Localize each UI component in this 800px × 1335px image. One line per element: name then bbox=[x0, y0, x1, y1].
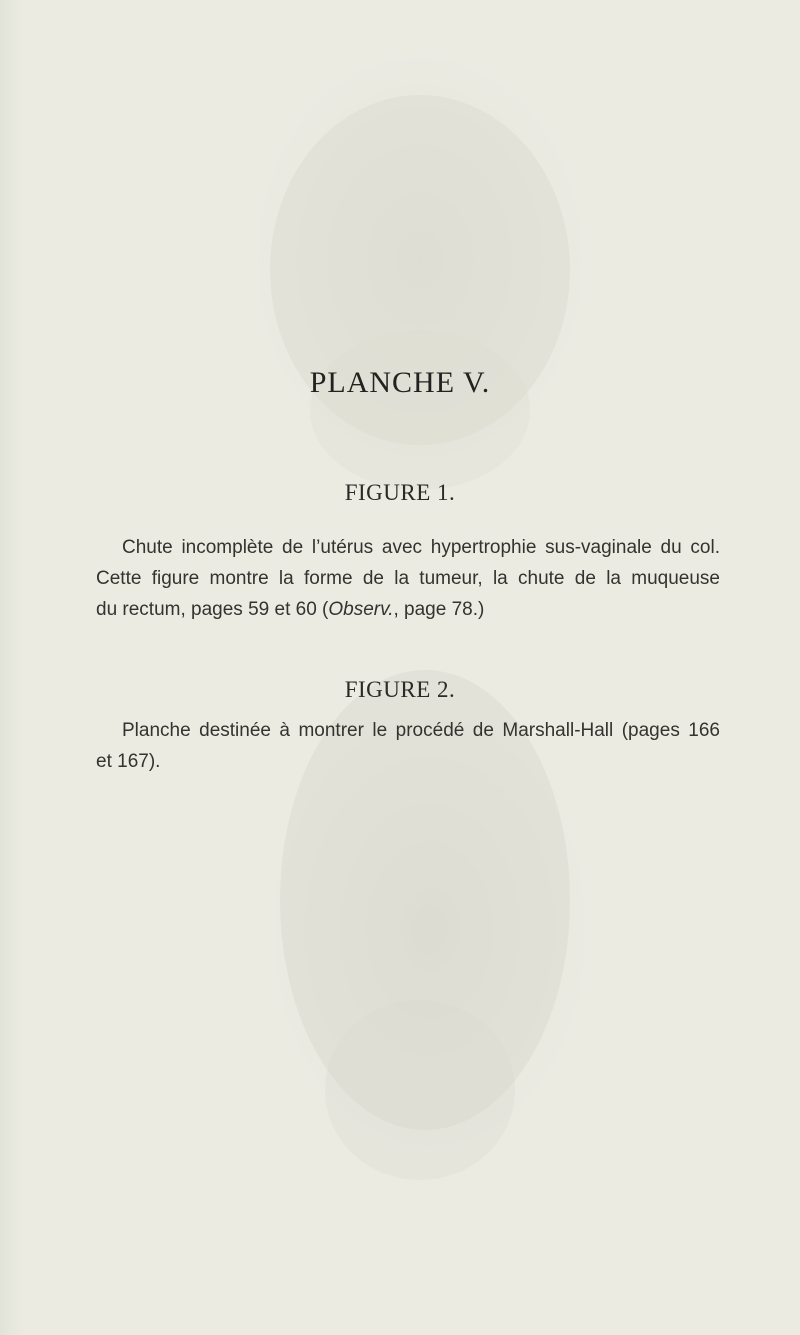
caption-line: Planche destinée à montrer le procédé de Marshall-Hall (pages 166 bbox=[122, 720, 720, 741]
caption-line: et 167). bbox=[96, 751, 161, 772]
caption-text: du rectum, pages 59 et 60 ( bbox=[96, 599, 329, 620]
figure-1-caption bbox=[96, 532, 720, 625]
caption-line: Chute incomplète de l’utérus avec hypertrophie sus-vaginale du col. bbox=[122, 537, 720, 558]
caption-italic-text: Observ. bbox=[328, 599, 394, 620]
caption-text: , page 78.) bbox=[393, 599, 485, 620]
figure-2-caption bbox=[96, 715, 720, 777]
bleed-through-shadow bbox=[240, 80, 600, 1180]
plate-title: PLANCHE V. bbox=[309, 366, 491, 399]
caption-line: Cette figure montre la forme de la tumeur, la chute de la muqueuse bbox=[96, 568, 720, 589]
figure-1-heading: FIGURE 1. bbox=[344, 480, 456, 505]
caption-line bbox=[96, 594, 720, 625]
figure-2-heading: FIGURE 2. bbox=[344, 677, 456, 702]
